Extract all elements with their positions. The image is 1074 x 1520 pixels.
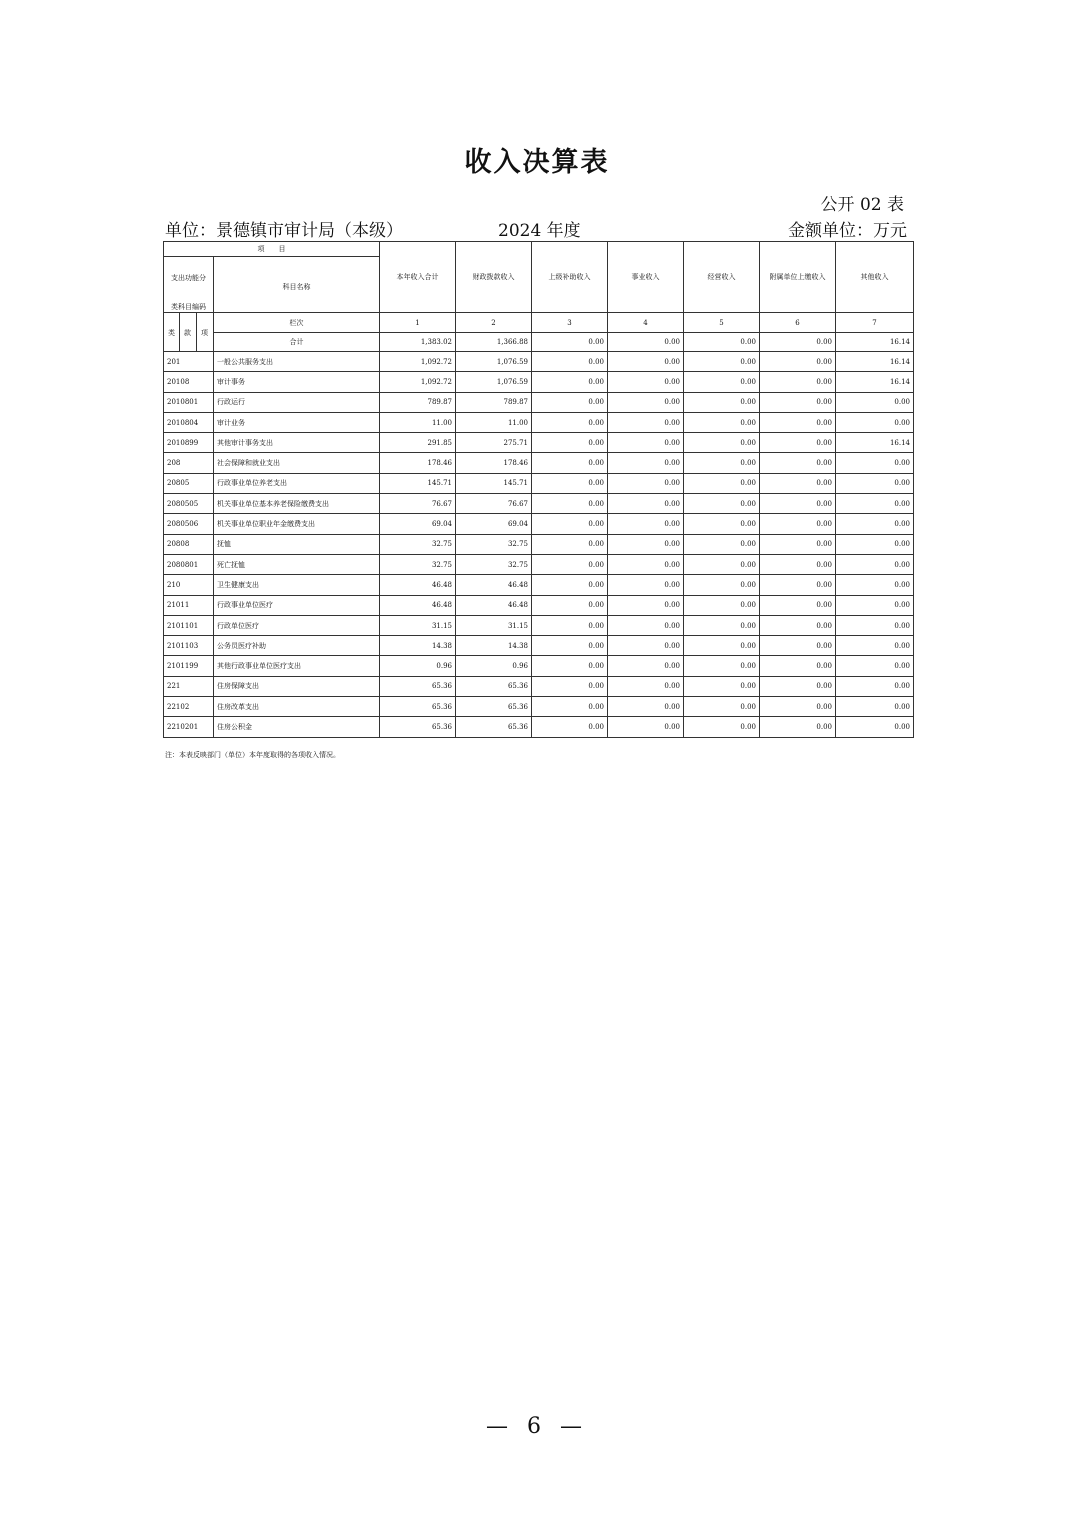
amount-cell: 0.00 [684,595,760,615]
amount-cell: 0.00 [684,615,760,635]
subject-name: 机关事业单位基本养老保险缴费支出 [214,494,380,514]
amount-cell: 0.00 [608,392,684,412]
col-header-operating: 经营收入 [684,242,760,313]
table-row [164,595,914,615]
amount-cell: 0.00 [684,392,760,412]
amount-cell: 0.00 [836,656,914,676]
amount-cell: 0.00 [836,412,914,432]
amount-cell: 16.14 [836,352,914,372]
amount-cell: 1,092.72 [380,372,456,392]
amount-cell: 0.00 [608,676,684,696]
table-row [164,453,914,473]
amount-cell: 0.00 [836,595,914,615]
amount-cell: 0.00 [532,473,608,493]
amount-cell: 0.00 [836,615,914,635]
subject-code: 2101101 [164,615,214,635]
amount-cell: 0.00 [532,575,608,595]
amount-cell: 46.48 [380,575,456,595]
amount-cell: 46.48 [456,575,532,595]
amount-cell: 275.71 [456,433,532,453]
money-unit-label: 金额单位：万元 [788,221,907,241]
subject-name: 抚恤 [214,534,380,554]
amount-cell: 0.00 [608,656,684,676]
total-value: 0.00 [684,333,760,352]
subject-name: 行政单位医疗 [214,615,380,635]
amount-cell: 0.00 [532,392,608,412]
col-index-label: 栏次 [214,313,380,333]
amount-cell: 0.00 [760,534,836,554]
amount-cell: 0.00 [532,554,608,574]
subject-name-header: 科目名称 [282,283,311,291]
table-row [164,372,914,392]
subject-name: 死亡抚恤 [214,554,380,574]
amount-cell: 0.00 [836,392,914,412]
subject-code: 2080801 [164,554,214,574]
amount-cell: 0.00 [760,412,836,432]
subject-name: 审计业务 [214,412,380,432]
amount-cell: 0.00 [836,473,914,493]
subject-code: 208 [164,453,214,473]
amount-cell: 0.00 [760,494,836,514]
table-row [164,494,914,514]
amount-cell: 789.87 [456,392,532,412]
amount-cell: 31.15 [456,615,532,635]
table-row [164,656,914,676]
amount-cell: 0.00 [760,473,836,493]
amount-cell: 0.00 [532,514,608,534]
amount-cell: 0.00 [684,534,760,554]
amount-cell: 178.46 [456,453,532,473]
amount-cell: 11.00 [456,412,532,432]
amount-cell: 0.00 [760,392,836,412]
lei-label: 类 [168,329,175,337]
amount-cell: 32.75 [380,554,456,574]
amount-cell: 0.00 [608,575,684,595]
subject-name: 社会保障和就业支出 [214,453,380,473]
amount-cell: 178.46 [380,453,456,473]
amount-cell: 69.04 [456,514,532,534]
subject-name: 公务员医疗补助 [214,636,380,656]
form-number: 公开 02 表 [820,195,904,215]
amount-cell: 0.00 [608,433,684,453]
col-number: 7 [836,313,914,333]
col-number: 5 [684,313,760,333]
amount-cell: 16.14 [836,433,914,453]
table-row [164,697,914,717]
amount-cell: 0.00 [532,636,608,656]
lei-kuan-xiang-cell [164,313,214,352]
amount-cell: 0.00 [684,494,760,514]
amount-cell: 0.00 [532,453,608,473]
table-row [164,473,914,493]
amount-cell: 0.00 [684,372,760,392]
subject-name: 机关事业单位职业年金缴费支出 [214,514,380,534]
header-row [164,242,914,313]
subject-name: 其他行政事业单位医疗支出 [214,656,380,676]
amount-cell: 0.00 [760,352,836,372]
amount-cell: 14.38 [456,636,532,656]
amount-cell: 0.00 [836,636,914,656]
table-row [164,615,914,635]
subject-code: 201 [164,352,214,372]
amount-cell: 1,092.72 [380,352,456,372]
amount-cell: 0.96 [380,656,456,676]
page-number: — 6 — [486,1414,588,1439]
amount-cell: 0.00 [760,514,836,534]
amount-cell: 0.00 [684,575,760,595]
amount-cell: 0.00 [836,494,914,514]
subject-code: 2010801 [164,392,214,412]
amount-cell: 0.00 [608,473,684,493]
subject-code: 2010899 [164,433,214,453]
amount-cell: 0.00 [760,595,836,615]
amount-cell: 0.00 [532,595,608,615]
subject-name: 行政运行 [214,392,380,412]
col-header-affiliated: 附属单位上缴收入 [760,242,836,313]
func-class-cell [164,256,214,312]
subject-code: 2010804 [164,412,214,432]
amount-cell: 0.00 [684,433,760,453]
amount-cell: 0.00 [532,717,608,737]
amount-cell: 0.00 [608,697,684,717]
amount-cell: 0.00 [760,717,836,737]
amount-cell: 65.36 [380,697,456,717]
amount-cell: 0.00 [684,656,760,676]
amount-cell: 0.00 [608,534,684,554]
amount-cell: 31.15 [380,615,456,635]
amount-cell: 0.00 [608,595,684,615]
col-header-other: 其他收入 [836,242,914,313]
amount-cell: 0.00 [684,636,760,656]
table-row [164,412,914,432]
amount-cell: 11.00 [380,412,456,432]
subject-name: 其他审计事务支出 [214,433,380,453]
amount-cell: 46.48 [380,595,456,615]
amount-cell: 1,076.59 [456,372,532,392]
amount-cell: 0.00 [760,636,836,656]
table-row [164,534,914,554]
amount-cell: 0.00 [684,453,760,473]
total-label: 合计 [214,333,380,352]
amount-cell: 0.00 [836,575,914,595]
amount-cell: 0.00 [836,676,914,696]
total-value: 0.00 [532,333,608,352]
col-header-business: 事业收入 [608,242,684,313]
amount-cell: 291.85 [380,433,456,453]
amount-cell: 0.00 [760,656,836,676]
amount-cell: 0.00 [608,514,684,534]
col-number: 6 [760,313,836,333]
amount-cell: 0.00 [684,554,760,574]
amount-cell: 0.00 [532,656,608,676]
total-value: 0.00 [760,333,836,352]
subject-name: 住房改革支出 [214,697,380,717]
subject-name: 住房公积金 [214,717,380,737]
amount-cell: 0.00 [684,514,760,534]
subject-code: 2080506 [164,514,214,534]
amount-cell: 0.00 [532,494,608,514]
class-code-label: 类科目编码 [171,303,206,311]
total-value: 0.00 [608,333,684,352]
table-row [164,433,914,453]
amount-cell: 46.48 [456,595,532,615]
amount-cell: 65.36 [456,717,532,737]
table-note: 注：本表反映部门（单位）本年度取得的各项收入情况。 [165,751,340,759]
subject-code: 210 [164,575,214,595]
subject-code: 22102 [164,697,214,717]
amount-cell: 1,076.59 [456,352,532,372]
subject-code: 2101103 [164,636,214,656]
subject-code: 20108 [164,372,214,392]
table-row [164,514,914,534]
col-header-fiscal: 财政拨款收入 [456,242,532,313]
amount-cell: 32.75 [456,534,532,554]
subject-code: 20805 [164,473,214,493]
amount-cell: 0.00 [836,554,914,574]
amount-cell: 0.00 [760,372,836,392]
amount-cell: 0.00 [836,514,914,534]
amount-cell: 0.00 [760,433,836,453]
amount-cell: 0.00 [684,352,760,372]
amount-cell: 14.38 [380,636,456,656]
amount-cell: 0.00 [760,676,836,696]
subject-name: 行政事业单位医疗 [214,595,380,615]
unit-label: 单位：景德镇市审计局（本级） [165,221,403,241]
subject-name: 卫生健康支出 [214,575,380,595]
subject-name: 审计事务 [214,372,380,392]
subject-code: 221 [164,676,214,696]
amount-cell: 789.87 [380,392,456,412]
amount-cell: 0.00 [684,676,760,696]
amount-cell: 76.67 [456,494,532,514]
amount-cell: 0.00 [608,372,684,392]
amount-cell: 0.00 [532,412,608,432]
kuan-label: 款 [184,329,191,337]
amount-cell: 0.00 [608,453,684,473]
income-table [163,241,914,738]
amount-cell: 0.00 [608,554,684,574]
total-row [164,333,914,352]
amount-cell: 16.14 [836,372,914,392]
subject-code: 2210201 [164,717,214,737]
amount-cell: 0.00 [760,453,836,473]
amount-cell: 0.00 [836,453,914,473]
xiang-label: 项 [201,329,208,337]
func-class-label: 支出功能分 [171,274,206,282]
table-row [164,575,914,595]
column-index-row [164,313,914,333]
amount-cell: 145.71 [456,473,532,493]
amount-cell: 65.36 [456,697,532,717]
amount-cell: 0.00 [608,717,684,737]
amount-cell: 0.00 [532,433,608,453]
subject-code: 2080505 [164,494,214,514]
total-value: 16.14 [836,333,914,352]
amount-cell: 65.36 [380,717,456,737]
table-row [164,717,914,737]
year-label: 2024 年度 [498,221,581,241]
amount-cell: 0.00 [608,412,684,432]
table-row [164,676,914,696]
table-meta [165,216,907,240]
col-number: 2 [456,313,532,333]
amount-cell: 0.00 [836,717,914,737]
col-number: 3 [532,313,608,333]
amount-cell: 0.00 [684,412,760,432]
table-row [164,554,914,574]
amount-cell: 0.00 [836,534,914,554]
amount-cell: 0.00 [760,575,836,595]
table-row [164,392,914,412]
amount-cell: 0.00 [532,372,608,392]
amount-cell: 0.00 [836,697,914,717]
amount-cell: 32.75 [456,554,532,574]
amount-cell: 65.36 [380,676,456,696]
subject-code: 2101199 [164,656,214,676]
amount-cell: 0.00 [532,615,608,635]
amount-cell: 0.00 [608,615,684,635]
table-row [164,352,914,372]
amount-cell: 0.00 [608,352,684,372]
amount-cell: 76.67 [380,494,456,514]
amount-cell: 0.00 [532,534,608,554]
total-value: 1,383.02 [380,333,456,352]
amount-cell: 0.00 [532,697,608,717]
table-row [164,636,914,656]
subject-code: 21011 [164,595,214,615]
col-number: 4 [608,313,684,333]
amount-cell: 0.00 [760,615,836,635]
item-header-cell [164,242,380,313]
amount-cell: 0.96 [456,656,532,676]
col-header-superior: 上级补助收入 [532,242,608,313]
amount-cell: 65.36 [456,676,532,696]
subject-name: 行政事业单位养老支出 [214,473,380,493]
total-value: 1,366.88 [456,333,532,352]
amount-cell: 145.71 [380,473,456,493]
amount-cell: 0.00 [760,697,836,717]
amount-cell: 0.00 [532,352,608,372]
amount-cell: 69.04 [380,514,456,534]
amount-cell: 0.00 [608,494,684,514]
amount-cell: 0.00 [532,676,608,696]
subject-code: 20808 [164,534,214,554]
subject-name: 一般公共服务支出 [214,352,380,372]
amount-cell: 32.75 [380,534,456,554]
amount-cell: 0.00 [684,697,760,717]
subject-name: 住房保障支出 [214,676,380,696]
col-header-total: 本年收入合计 [380,242,456,313]
col-number: 1 [380,313,456,333]
amount-cell: 0.00 [760,554,836,574]
item-header: 项 目 [164,242,379,257]
amount-cell: 0.00 [608,636,684,656]
page-title: 收入决算表 [464,147,610,178]
amount-cell: 0.00 [684,717,760,737]
amount-cell: 0.00 [684,473,760,493]
